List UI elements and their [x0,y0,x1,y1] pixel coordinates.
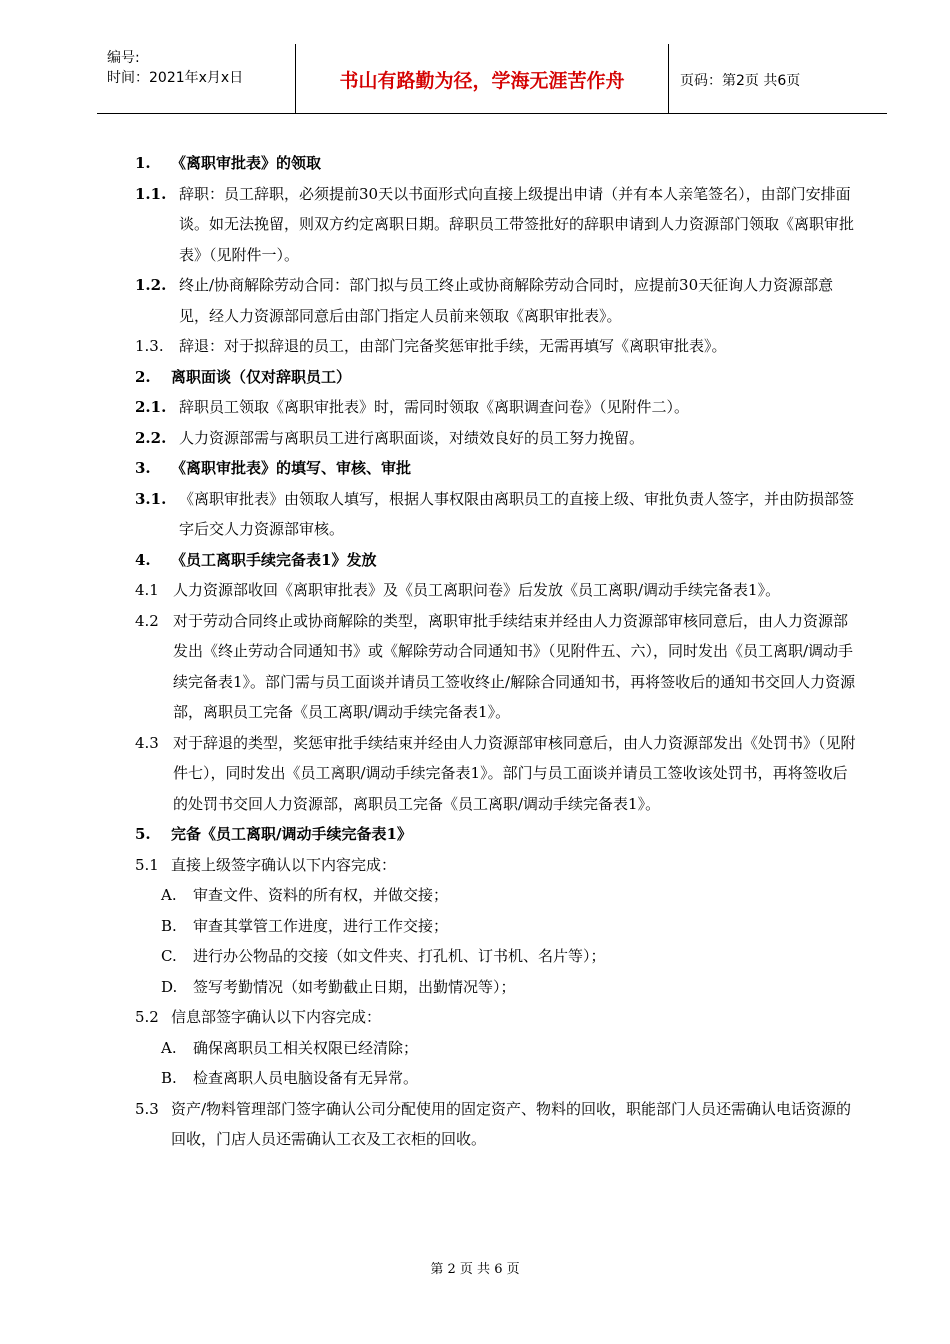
clause-text: 《离职审批表》由领取人填写，根据人事权限由离职员工的直接上级、审批负责人签字，并由防损部签字后交人力资源部审核。 [179,489,855,538]
clause [135,331,860,362]
clause-text: 资产/物料管理部门签字确认公司分配使用的固定资产、物料的回收，职能部门人员还需确认电话资源的回收，门店人员还需确认工衣及工衣柜的回收。 [171,1099,852,1148]
clause-text: 辞职：员工辞职，必须提前30天以书面形式向直接上级提出申请（并有本人亲笔签名），由部门安排面谈。如无法挽留，则双方约定离职日期。辞职员工带签批好的辞职申请到人力资源部门领取《离职审批表》（见附件一）。 [179,184,855,264]
clause-number: 1.3. [135,337,164,355]
document-body [135,148,860,1155]
page-header [97,44,887,114]
clause-text: 辞职员工领取《离职审批表》时，需同时领取《离职调查问卷》（见附件二）。 [179,398,690,416]
clause [135,423,860,454]
sub-item [135,880,860,911]
header-meta [107,48,243,88]
header-rule [97,113,887,114]
clause-number: 4. [135,550,151,569]
clause-number: A. [161,886,177,904]
section-heading [135,362,860,393]
clause-number: 5.1 [135,855,159,874]
clause [135,728,860,820]
clause-number: 2.1. [135,398,167,416]
clause-text: 对于劳动合同终止或协商解除的类型，离职审批手续结束并经由人力资源部审核同意后，由人力资源部发出《终止劳动合同通知书》或《解除劳动合同通知书》（见附件五、六），同时发出《员工离职/调动手续完备表1》。部门需与员工面谈并请员工签收终止/解除合同通知书，再将签收后的通知书交回人力资源部，离职员工完备《员工离职/调动手续完备表1》。 [173,611,856,721]
section-heading [135,453,860,484]
clause-text: 进行办公物品的交接（如文件夹、打孔机、订书机、名片等）； [193,947,606,965]
sub-item [135,972,860,1003]
clause [135,484,860,545]
sub-item [135,911,860,942]
clause-text: 终止/协商解除劳动合同：部门拟与员工终止或协商解除劳动合同时，应提前30天征询人力资源部意见，经人力资源部同意后由部门指定人员前来领取《离职审批表》。 [179,276,834,325]
clause-number: D. [161,977,178,996]
clause-number: 4.2 [135,611,159,630]
clause-number: B. [161,1069,177,1087]
clause [135,575,860,606]
clause-text: 信息部签字确认以下内容完成： [171,1008,382,1026]
clause-number: 5.3 [135,1099,159,1118]
section-heading [135,545,860,576]
clause [135,270,860,331]
document-number-label: 编号: [107,50,140,66]
clause-number: 4.3 [135,733,159,752]
clause-number: 3. [135,459,151,477]
sub-item [135,1033,860,1064]
clause-text: 签写考勤情况（如考勤截止日期，出勤情况等）； [193,977,516,996]
header-motto: 书山有路勤为径，学海无涯苦作舟 [339,70,625,92]
clause-text: 检查离职人员电脑设备有无异常。 [193,1069,419,1087]
clause-number: 1. [135,154,151,172]
clause-text: 直接上级签字确认以下内容完成： [171,855,397,874]
clause-number: 2. [135,367,151,386]
header-divider [295,44,296,114]
clause-number: 5. [135,825,151,843]
sub-item [135,1063,860,1094]
clause-number: 3.1. [135,489,167,508]
document-time-label: 时间：2021年x月x日 [107,70,244,86]
clause [135,179,860,271]
clause-number: C. [161,947,177,965]
clause-text: 审查文件、资料的所有权，并做交接； [193,886,449,904]
clause-text: 确保离职员工相关权限已经清除； [193,1038,419,1057]
page-footer: 第 2 页 共 6 页 [430,1262,520,1277]
clause-text: 《员工离职手续完备表1》发放 [171,550,377,569]
clause-text: 审查其掌管工作进度，进行工作交接； [193,916,449,935]
header-divider [668,44,669,114]
clause [135,1094,860,1155]
section-heading [135,819,860,850]
clause-text: 人力资源部收回《离职审批表》及《员工离职问卷》后发放《员工离职/调动手续完备表1》。 [173,581,781,599]
clause-text: 人力资源部需与离职员工进行离职面谈，对绩效良好的员工努力挽留。 [179,428,645,447]
header-page-info: 页码：第2页 共6页 [680,73,801,89]
clause-text: 对于辞退的类型，奖惩审批手续结束并经由人力资源部审核同意后，由人力资源部发出《处罚书》（见附件七），同时发出《员工离职/调动手续完备表1》。部门与员工面谈并请员工签收该处罚书，再将签收后的处罚书交回人力资源部，离职员工完备《员工离职/调动手续完备表1》。 [173,733,856,813]
clause-number: A. [161,1038,177,1057]
clause-text: 《离职审批表》的填写、审核、审批 [171,459,412,477]
clause-number: B. [161,916,177,935]
clause [135,392,860,423]
clause-text: 离职面谈（仅对辞职员工） [171,367,352,386]
sub-item [135,941,860,972]
clause-text: 辞退：对于拟辞退的员工，由部门完备奖惩审批手续，无需再填写《离职审批表》。 [179,337,727,355]
clause-number: 2.2. [135,428,167,447]
clause-text: 《离职审批表》的领取 [171,154,322,172]
section-heading [135,148,860,179]
clause-number: 1.1. [135,184,167,203]
clause-number: 1.2. [135,276,167,294]
clause [135,1002,860,1033]
clause-text: 完备《员工离职/调动手续完备表1》 [171,825,412,843]
clause-number: 4.1 [135,581,159,599]
clause [135,606,860,728]
clause [135,850,860,881]
clause-number: 5.2 [135,1008,159,1026]
